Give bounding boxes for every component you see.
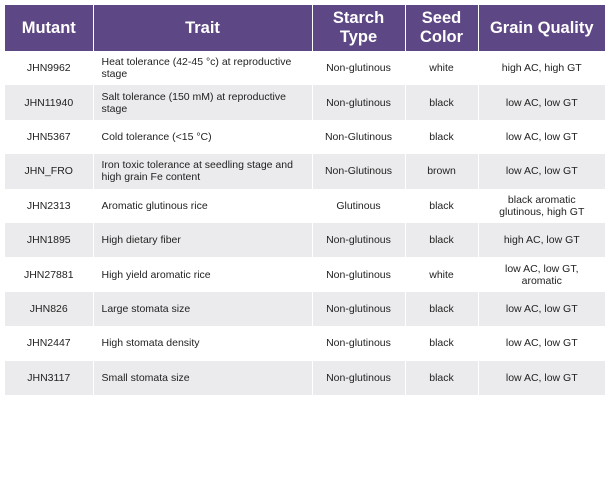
mutant-trait-table xyxy=(5,5,605,395)
header-trait: Trait xyxy=(93,5,312,51)
cell-seed-color: black xyxy=(405,326,478,360)
cell-grain-quality: black aromatic glutinous, high GT xyxy=(478,189,605,223)
header-grain-quality: Grain Quality xyxy=(478,5,605,51)
table-row xyxy=(5,257,605,291)
cell-grain-quality: low AC, low GT xyxy=(478,120,605,154)
table-row xyxy=(5,292,605,326)
cell-starch-type: Non-Glutinous xyxy=(312,120,405,154)
header-mutant: Mutant xyxy=(5,5,93,51)
cell-grain-quality: low AC, low GT xyxy=(478,154,605,188)
table-row xyxy=(5,51,605,85)
cell-starch-type: Non-glutinous xyxy=(312,292,405,326)
header-row xyxy=(5,5,605,51)
table-body xyxy=(5,51,605,395)
cell-seed-color: black xyxy=(405,189,478,223)
table-header xyxy=(5,5,605,51)
cell-starch-type: Non-glutinous xyxy=(312,361,405,395)
cell-mutant: JHN2313 xyxy=(5,189,93,223)
cell-mutant: JHN5367 xyxy=(5,120,93,154)
cell-grain-quality: high AC, high GT xyxy=(478,51,605,85)
cell-trait: Aromatic glutinous rice xyxy=(93,189,312,223)
cell-mutant: JHN_FRO xyxy=(5,154,93,188)
table-row xyxy=(5,223,605,257)
cell-grain-quality: low AC, low GT, aromatic xyxy=(478,257,605,291)
cell-starch-type: Glutinous xyxy=(312,189,405,223)
cell-mutant: JHN27881 xyxy=(5,257,93,291)
cell-mutant: JHN3117 xyxy=(5,361,93,395)
cell-trait: Large stomata size xyxy=(93,292,312,326)
table-row xyxy=(5,189,605,223)
table-row xyxy=(5,154,605,188)
cell-starch-type: Non-Glutinous xyxy=(312,154,405,188)
table-row xyxy=(5,361,605,395)
cell-starch-type: Non-glutinous xyxy=(312,85,405,119)
cell-starch-type: Non-glutinous xyxy=(312,326,405,360)
cell-starch-type: Non-glutinous xyxy=(312,223,405,257)
table-row xyxy=(5,120,605,154)
cell-starch-type: Non-glutinous xyxy=(312,257,405,291)
cell-seed-color: brown xyxy=(405,154,478,188)
cell-trait: Heat tolerance (42-45 °c) at reproductive stage xyxy=(93,51,312,85)
cell-mutant: JHN1895 xyxy=(5,223,93,257)
cell-trait: Small stomata size xyxy=(93,361,312,395)
cell-seed-color: white xyxy=(405,257,478,291)
cell-mutant: JHN2447 xyxy=(5,326,93,360)
cell-trait: High yield aromatic rice xyxy=(93,257,312,291)
cell-trait: High stomata density xyxy=(93,326,312,360)
cell-trait: Iron toxic tolerance at seedling stage and high grain Fe content xyxy=(93,154,312,188)
cell-seed-color: black xyxy=(405,120,478,154)
cell-starch-type: Non-glutinous xyxy=(312,51,405,85)
cell-seed-color: black xyxy=(405,223,478,257)
cell-grain-quality: low AC, low GT xyxy=(478,85,605,119)
cell-trait: High dietary fiber xyxy=(93,223,312,257)
cell-trait: Salt tolerance (150 mM) at reproductive stage xyxy=(93,85,312,119)
cell-seed-color: black xyxy=(405,292,478,326)
cell-grain-quality: high AC, low GT xyxy=(478,223,605,257)
cell-grain-quality: low AC, low GT xyxy=(478,361,605,395)
cell-mutant: JHN11940 xyxy=(5,85,93,119)
cell-seed-color: black xyxy=(405,85,478,119)
cell-mutant: JHN826 xyxy=(5,292,93,326)
cell-grain-quality: low AC, low GT xyxy=(478,292,605,326)
header-seed-color: Seed Color xyxy=(405,5,478,51)
table-row xyxy=(5,85,605,119)
cell-grain-quality: low AC, low GT xyxy=(478,326,605,360)
cell-mutant: JHN9962 xyxy=(5,51,93,85)
cell-seed-color: black xyxy=(405,361,478,395)
cell-trait: Cold tolerance (<15 °C) xyxy=(93,120,312,154)
table-row xyxy=(5,326,605,360)
header-starch-type: Starch Type xyxy=(312,5,405,51)
mutant-table-container xyxy=(5,5,605,395)
cell-seed-color: white xyxy=(405,51,478,85)
